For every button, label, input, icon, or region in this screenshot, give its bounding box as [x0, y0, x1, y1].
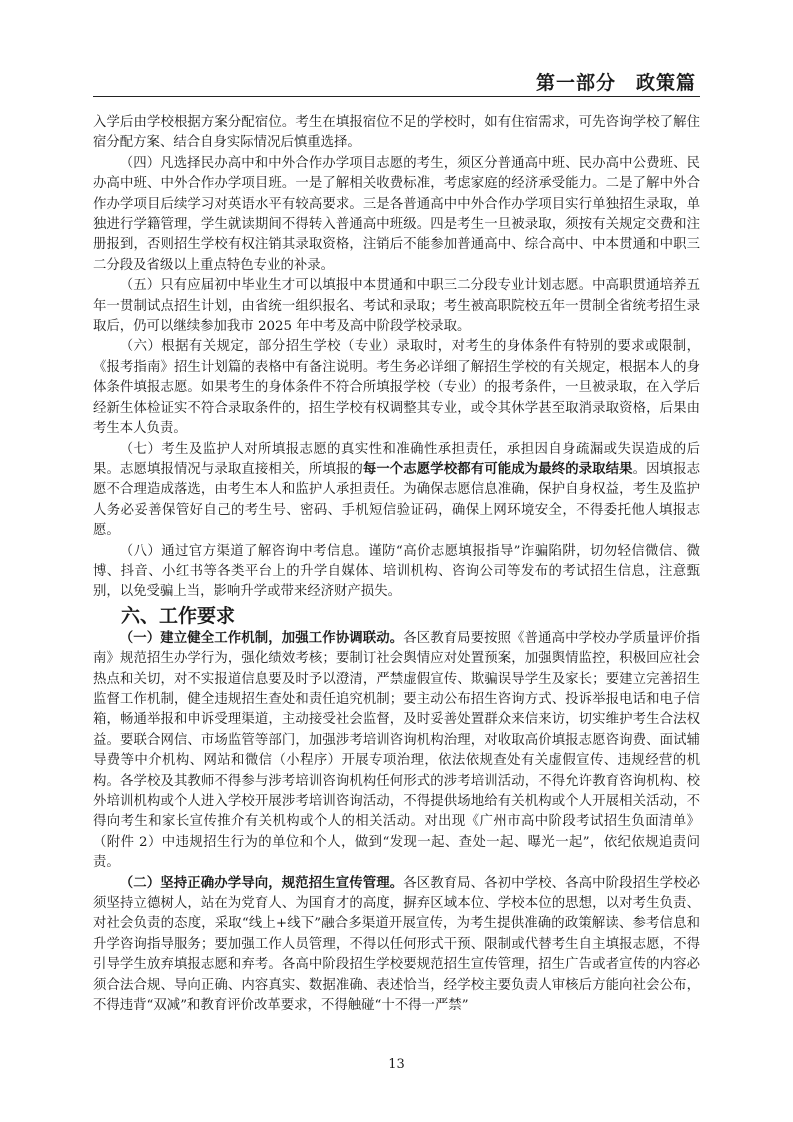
requirement-1-title: （一）建立健全工作机制，加强工作协调联动。: [119, 630, 404, 646]
header-rule: [93, 96, 700, 97]
requirement-2-title: （二）坚持正确办学导向，规范招生宣传管理。: [119, 875, 404, 891]
requirement-1: [93, 629, 700, 874]
section-heading: 六、工作要求: [121, 604, 236, 627]
paragraph-item-6: （六）根据有关规定，部分招生学校（专业）录取时，对考生的身体条件有特别的要求或限制，《报考指南》招生计划篇的表格中有备注说明。考生务必详细了解招生学校的有关规定，根据本人的身体条件填报志愿。如果考生的身体条件不符合所填报学校（专业）的报考条件，一旦被录取，在入学后经新生体检证实不符合录取条件的，招生学校有权调整其专业，或令其休学甚至取消录取资格，后果由考生本人负责。: [93, 339, 700, 437]
paragraph-item-7: [93, 440, 700, 542]
requirement-2: [93, 874, 700, 1017]
document-body: [93, 113, 700, 1016]
paragraph-continuation: 入学后由学校根据方案分配宿位。考生在填报宿位不足的学校时，如有住宿需求，可先咨询学校了解住宿分配方案、结合自身实际情况后慎重选择。: [93, 115, 700, 151]
paragraph-item-7-emphasis: 每一个志愿学校都有可能成为最终的录取结果: [362, 461, 633, 477]
paragraph-item-7-text-a: （七）考生及监护人对所填报志愿的真实性和准确性承担责任，承担因自身疏漏或失误造成的后果。志愿填报情况与录取直接相关，所填报的: [93, 441, 700, 477]
paragraph-item-8: （八）通过官方渠道了解咨询中考信息。谨防“高价志愿填报指导”诈骗陷阱，切勿轻信微信、微博、抖音、小红书等各类平台上的升学自媒体、培训机构、咨询公司等发布的考试招生信息，注意甄别，以免受骗上当，影响升学或带来经济财产损失。: [93, 543, 700, 600]
paragraph-item-7-text-c: 。因填报志愿不合理造成落选，由考生本人和监护人承担责任。为确保志愿信息准确，保护自身权益，考生及监护人务必妥善保管好自己的考生号、密码、手机短信验证码，确保上网环境安全，不得委托他人填报志愿。: [93, 461, 701, 539]
requirement-2-text: 各区教育局、各初中学校、各高中阶段招生学校必须坚持立德树人，站在为党育人、为国育才的高度，摒弃区域本位、学校本位的思想，以对考生负责、对社会负责的态度，采取“线上+线下”融合多渠道开展宣传，为考生提供准确的政策解读、参考信息和升学咨询指导服务；要加强工作人员管理，不得以任何形式干预、限制或代替考生自主填报志愿，不得引导学生放弃填报志愿和弃考。各高中阶段招生学校要规范招生宣传管理，招生广告或者宣传的内容必须合法合规、导向正确、内容真实、数据准确、表述恰当，经学校主要负责人审核后方能向社会公布，不得违背“双减”和教育评价改革要求，不得触碰“十不得一严禁”: [93, 875, 700, 1014]
paragraph-item-4: （四）凡选择民办高中和中外合作办学项目志愿的考生，须区分普通高中班、民办高中公费班、民办高中班、中外合作办学项目班。一是了解相关收费标准，考虑家庭的经济承受能力。二是了解中外合作办学项目后续学习对英语水平有较高要求。三是各普通高中中外合作办学项目实行单独招生录取，单独进行学籍管理，学生就读期间不得转入普通高中班级。四是考生一旦被录取，须按有关规定交费和注册报到，否则招生学校有权注销其录取资格，注销后不能参加普通高中、综合高中、中本贯通和中职三二分段及省级以上重点特色专业的补录。: [93, 155, 700, 273]
page-number: 13: [388, 1057, 405, 1072]
requirement-1-text: 各区教育局要按照《普通高中学校办学质量评价指南》规范招生办学行为，强化绩效考核；要制订社会舆情应对处置预案，加强舆情监控，积极回应社会热点和关切，对不实报道信息要及时予以澄清，严禁虚假宣传、欺骗误导学生及家长；要建立完善招生监督工作机制，健全违规招生查处和责任追究机制；要主动公布招生咨询方式、投诉举报电话和电子信箱，畅通举报和申诉受理渠道，主动接受社会监督，及时妥善处置群众来信来访，切实维护考生合法权益。要联合网信、市场监管等部门，加强涉考培训咨询机构治理，对收取高价填报志愿咨询费、面试辅导费等中介机构、网站和微信（小程序）开展专项治理，依法依规查处有关虚假宣传、违规经营的机构。各学校及其教师不得参与涉考培训咨询机构任何形式的涉考培训活动，不得允许教育咨询机构、校外培训机构或个人进入学校开展涉考培训咨询活动，不得提供场地给有关机构或个人开展相关活动，不得向考生和家长宣传推介有关机构或个人的相关活动。对出现《广州市高中阶段考试招生负面清单》（附件 2）中违规招生行为的单位和个人，做到“发现一起、查处一起、曝光一起”，依纪依规追责问责。: [93, 630, 700, 871]
paragraph-item-5: （五）只有应届初中毕业生才可以填报中本贯通和中职三二分段专业计划志愿。中高职贯通培养五年一贯制试点招生计划，由省统一组织报名、考试和录取；考生被高职院校五年一贯制全省统考招生录取后，仍可以继续参加我市 2025 年中考及高中阶段学校录取。: [93, 278, 700, 335]
header-title: 第一部分 政策篇: [535, 72, 696, 94]
